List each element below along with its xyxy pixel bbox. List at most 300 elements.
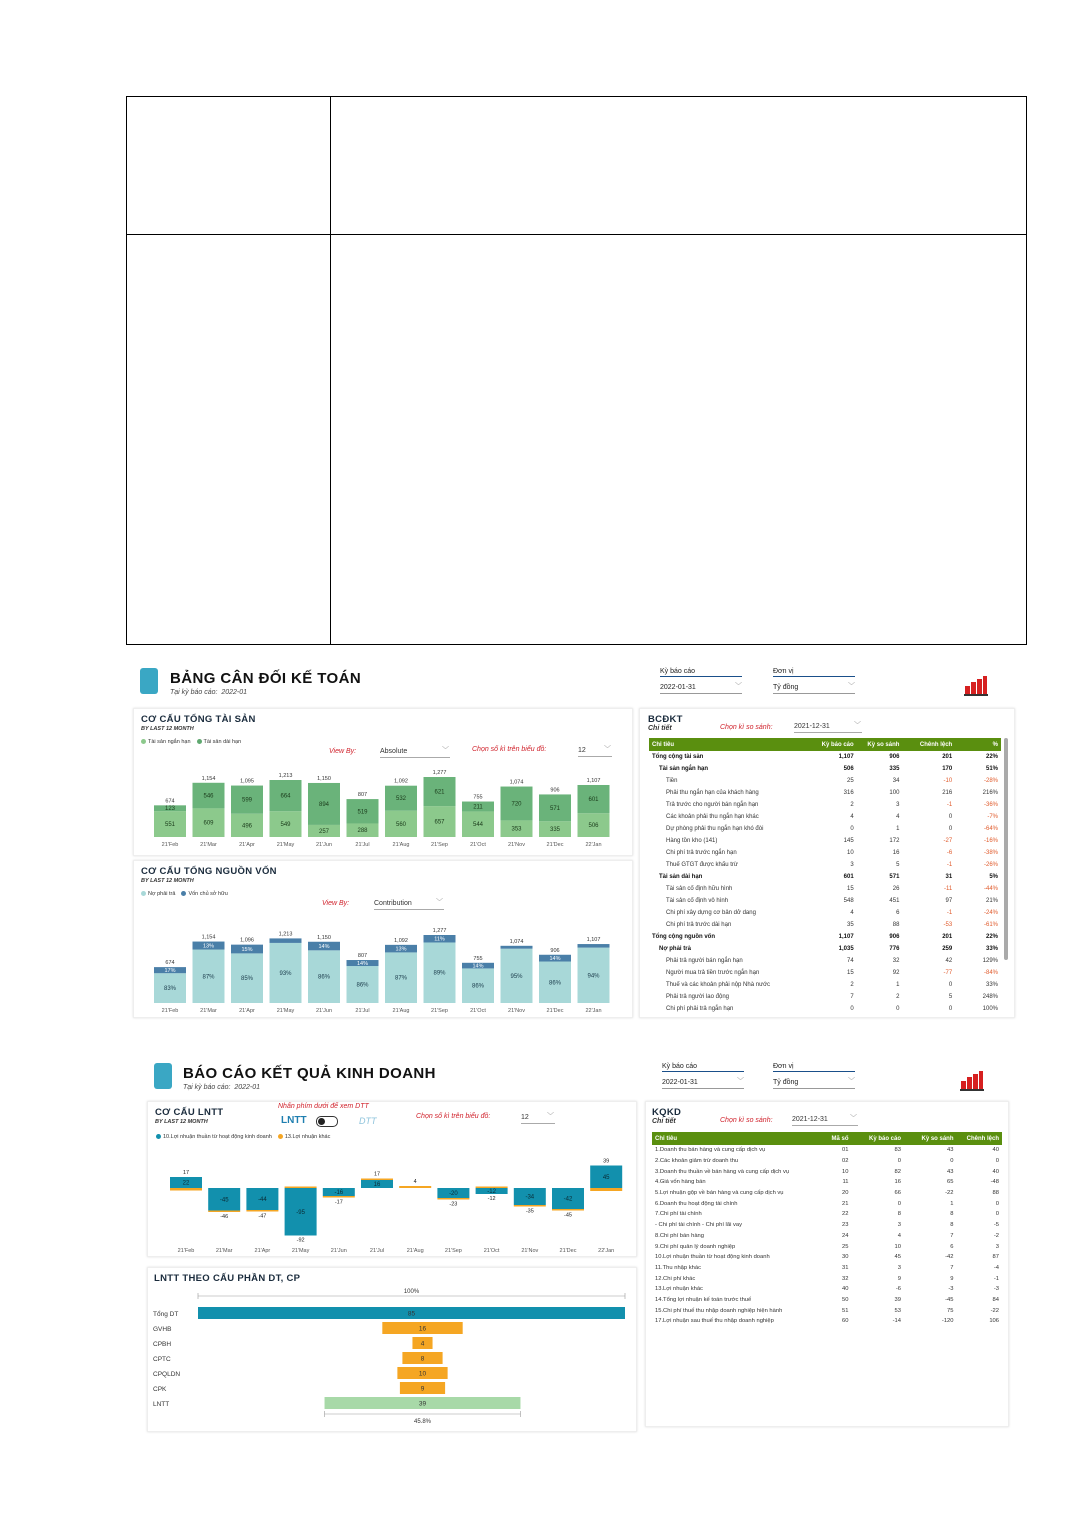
table-row[interactable] (652, 1177, 1002, 1188)
months-count-select[interactable]: 12 ﹀ (521, 1113, 555, 1124)
months-count-select[interactable]: 12 ﹀ (578, 746, 612, 757)
table-row[interactable] (649, 775, 1001, 787)
table-row[interactable] (649, 931, 1001, 943)
table-cell: 15 (846, 970, 854, 976)
data-label: 560 (395, 821, 407, 828)
table-row[interactable] (649, 907, 1001, 919)
table-cell: 201 (942, 754, 953, 760)
column-header[interactable]: Chỉ tiêu (649, 738, 811, 751)
table-cell: 33% (985, 946, 998, 952)
column-header[interactable]: Kỳ so sánh (857, 738, 903, 751)
table-cell: 66 (894, 1190, 901, 1197)
legend-item: 13.Lợi nhuận khác (278, 1134, 331, 1140)
table-cell: Thuế GTGT được khấu trừ (666, 862, 738, 868)
table-row[interactable] (652, 1305, 1002, 1316)
x-tick-label: 22'Jan (585, 1008, 602, 1014)
table-row[interactable] (652, 1273, 1002, 1284)
months-count-label: Chọn số kì trên biểu đồ: (472, 746, 547, 753)
x-tick-label: 21'Oct (470, 842, 486, 848)
table-cell: 6 (950, 1243, 954, 1250)
table-cell: 40 (992, 1168, 999, 1175)
table-row[interactable] (649, 979, 1001, 991)
period-filter[interactable] (662, 1063, 744, 1089)
table-cell: Người mua trả tiền trước ngắn hạn (666, 970, 760, 976)
table-cell: 02 (842, 1158, 849, 1165)
table-cell: Nợ phải trả (659, 946, 691, 952)
chevron-down-icon: ﹀ (848, 683, 855, 690)
data-label: 8 (420, 1355, 425, 1363)
x-tick-label: 21'Sep (431, 842, 448, 848)
total-label: 1,092 (394, 778, 408, 785)
data-label: 86% (471, 983, 485, 990)
data-label: 13% (395, 946, 407, 953)
table-cell: 31 (842, 1264, 849, 1271)
total-label: 39 (603, 1158, 610, 1165)
table-cell: -14 (892, 1318, 901, 1325)
bar-other-profit (246, 1210, 278, 1212)
table-cell: 6.Doanh thu hoạt động tài chính (655, 1200, 738, 1207)
table-cell: -53 (943, 922, 953, 928)
data-label: 14% (472, 963, 484, 970)
table-cell: 7 (850, 994, 854, 1000)
table-cell: 5 (896, 862, 900, 868)
table-cell: 4 (896, 814, 900, 820)
table-cell: 0 (995, 1200, 999, 1207)
table-row[interactable] (649, 943, 1001, 955)
table-row[interactable] (652, 1284, 1002, 1295)
kqkd-panel (645, 1101, 1009, 1427)
data-label: 257 (318, 828, 330, 835)
legend-dot-icon (156, 1134, 161, 1139)
category-label: Tổng DT (153, 1311, 179, 1318)
months-count-label: Chọn số kì trên biểu đồ: (416, 1113, 491, 1120)
table-cell: 10 (842, 1168, 849, 1175)
table-cell: Chi phí trả trước ngắn hạn (666, 850, 737, 856)
data-label: 86% (548, 980, 562, 987)
table-cell: 21 (842, 1200, 849, 1207)
total-label: 1,074 (509, 938, 524, 945)
table-cell: 22% (985, 934, 998, 940)
viewby-select[interactable]: Contribution ﹀ (374, 899, 444, 910)
chevron-down-icon: ﹀ (850, 1115, 857, 1122)
lntt-chart-subtitle: BY LAST 12 MONTH (155, 1119, 208, 1125)
column-header[interactable]: Kỳ báo cáo (811, 738, 857, 751)
total-label: 906 (550, 787, 560, 794)
kqkd-title: KQKD (652, 1107, 682, 1118)
data-label: -45 (219, 1197, 229, 1204)
table-row[interactable] (649, 811, 1001, 823)
table-cell: -61% (983, 922, 998, 928)
table-cell: Các khoản phải thu ngắn hạn khác (666, 814, 759, 820)
assets-chart-title: CƠ CẤU TỔNG TÀI SẢN (141, 714, 256, 725)
data-label: 720 (511, 801, 522, 808)
category-label: CPQLDN (153, 1371, 181, 1378)
table-row-divider (127, 234, 1026, 235)
table-cell: 0 (850, 1006, 854, 1012)
data-label: 549 (280, 822, 291, 829)
unit-filter-label: Đơn vị (773, 668, 855, 677)
total-label: 1,095 (240, 778, 254, 785)
table-cell: Hàng tồn kho (141) (666, 838, 718, 844)
table-cell: 0 (995, 1158, 999, 1165)
table-row[interactable] (652, 1316, 1002, 1327)
data-label: 123 (164, 806, 176, 813)
table-cell: 87 (992, 1254, 999, 1261)
table-cell: 25 (842, 1243, 849, 1250)
waterfall-title: LNTT THEO CẤU PHẦN DT, CP (154, 1273, 301, 1284)
table-cell: 776 (889, 946, 900, 952)
table-cell: 22% (985, 754, 998, 760)
x-tick-label: 21'Jul (369, 1248, 385, 1254)
table-cell: 7 (950, 1232, 954, 1239)
unit-filter[interactable] (773, 668, 855, 694)
column-header[interactable]: % (955, 738, 1001, 751)
viewby-label: View By: (322, 900, 350, 907)
table-cell: 42 (945, 958, 953, 964)
column-header[interactable]: Kỳ so sánh (904, 1132, 957, 1145)
period-select[interactable]: 2022-01-31 ﹀ (662, 1078, 744, 1089)
data-label: 571 (549, 805, 561, 812)
legend-item: 10.Lợi nhuận thuần từ hoạt động kinh doanh (156, 1134, 272, 1140)
data-label: -42 (563, 1196, 573, 1203)
lntt-waterfall-chart (148, 1284, 636, 1431)
total-label: 807 (357, 792, 368, 799)
table-cell: 3 (897, 1264, 901, 1271)
table-cell: 60 (842, 1318, 849, 1325)
title-accent-block (140, 668, 158, 694)
table-cell: -3 (948, 1286, 954, 1293)
table-cell: 259 (942, 946, 953, 952)
table-cell: 50 (842, 1296, 849, 1303)
table-row[interactable] (652, 1252, 1002, 1263)
table-cell: 45 (894, 1254, 901, 1261)
table-row[interactable] (652, 1198, 1002, 1209)
table-cell: 0 (948, 982, 953, 988)
table-cell: Tài sản cố định hữu hình (666, 886, 733, 892)
table-cell: 9 (897, 1275, 901, 1282)
table-cell: 506 (843, 766, 854, 772)
table-cell: 1,035 (838, 946, 854, 952)
total-label: 1,150 (317, 775, 331, 782)
table-row[interactable] (649, 763, 1001, 775)
total-label: 906 (550, 947, 560, 954)
column-header[interactable]: Mã số (817, 1132, 852, 1145)
table-cell: Chi phí trả trước dài hạn (666, 922, 732, 928)
x-tick-label: 21'Aug (406, 1248, 424, 1254)
table-cell: -120 (941, 1318, 954, 1325)
table-cell: 0 (897, 1158, 901, 1165)
data-label: 335 (549, 827, 561, 834)
table-cell: 248% (982, 994, 998, 1000)
table-cell: 7 (950, 1264, 954, 1271)
table-row[interactable] (649, 871, 1001, 883)
table-row[interactable] (652, 1156, 1002, 1167)
toggle-left-label: LNTT (281, 1115, 307, 1126)
table-row[interactable] (649, 967, 1001, 979)
table-row[interactable] (652, 1295, 1002, 1306)
table-cell: 335 (889, 766, 900, 772)
column-header[interactable]: Kỳ báo cáo (852, 1132, 905, 1145)
table-row[interactable] (649, 835, 1001, 847)
data-label: -16 (334, 1190, 344, 1196)
table-row[interactable] (649, 859, 1001, 871)
table-cell: 40 (992, 1147, 999, 1154)
x-tick-label: 21'Oct (483, 1248, 500, 1254)
total-label: -92 (296, 1237, 305, 1244)
total-label: 674 (165, 960, 175, 967)
bar-other-profit (437, 1198, 469, 1200)
table-cell: 0 (995, 1211, 999, 1218)
table-cell: 8 (897, 1211, 901, 1218)
assets-legend (141, 739, 241, 745)
table-row[interactable] (649, 847, 1001, 859)
x-tick-label: 21'Mar (200, 842, 217, 848)
table-cell: 100 (889, 790, 900, 796)
column-header[interactable]: Chỉ tiêu (652, 1132, 817, 1145)
compare-period-select[interactable]: 2021-12-31 ﹀ (792, 1115, 858, 1126)
chevron-down-icon: ﹀ (735, 683, 742, 690)
table-cell: 20 (842, 1190, 849, 1197)
data-label: -44 (258, 1197, 267, 1203)
x-tick-label: 21'Jun (315, 1008, 333, 1014)
table-scrollbar[interactable] (1004, 738, 1008, 960)
table-cell: 0 (896, 1006, 900, 1012)
table-cell: 145 (843, 838, 854, 844)
table-header-row (652, 1132, 1002, 1145)
total-label: -35 (525, 1208, 534, 1215)
table-cell: 34 (892, 778, 900, 784)
table-cell: Dự phòng phải thu ngắn hạn khó đòi (666, 826, 764, 832)
lntt-chart-title: CƠ CẤU LNTT (155, 1107, 224, 1118)
data-label: 86% (317, 974, 331, 981)
table-cell: 601 (843, 874, 854, 880)
total-label: 4 (413, 1179, 417, 1185)
top-annotation: 100% (403, 1289, 420, 1295)
table-cell: 24 (842, 1232, 849, 1239)
table-cell: 906 (889, 754, 900, 760)
legend-dot-icon (181, 891, 186, 896)
table-cell: -42 (945, 1254, 954, 1261)
bcdkt-table (649, 738, 1001, 1015)
table-cell: 11.Thu nhập khác (655, 1264, 701, 1271)
chevron-down-icon: ﹀ (547, 1113, 554, 1120)
table-cell: 0 (897, 1200, 901, 1207)
total-label: 755 (473, 794, 483, 801)
x-tick-label: 21'May (291, 1248, 310, 1254)
table-cell: 7.Chi phí tài chính (655, 1211, 702, 1218)
table-row[interactable] (649, 751, 1001, 763)
period-filter[interactable] (660, 668, 742, 694)
table-cell: 1.Doanh thu bán hàng và cung cấp dịch vụ (655, 1147, 766, 1154)
table-cell: 1 (896, 826, 900, 832)
column-header[interactable]: Chênh lệch (902, 738, 955, 751)
table-cell: 10 (894, 1243, 901, 1250)
lntt-components-panel (147, 1267, 637, 1432)
bar-other-profit (170, 1188, 202, 1191)
report-period-subtitle: Tại kỳ báo cáo: 2022-01 (170, 689, 248, 696)
bar-other-profit (361, 1179, 393, 1181)
table-cell: 129% (982, 958, 998, 964)
data-label: 22 (182, 1180, 190, 1187)
compare-period-select[interactable]: 2021-12-31 ﹀ (794, 722, 862, 733)
data-label: 496 (241, 823, 253, 830)
legend-item: Tài sản ngắn hạn (141, 739, 191, 745)
data-label: 39 (418, 1400, 427, 1408)
total-label: -46 (220, 1214, 229, 1220)
x-tick-label: 21'Sep (444, 1248, 462, 1254)
table-cell: 216% (982, 790, 998, 796)
table-cell: -6 (895, 1286, 901, 1293)
table-cell: 451 (889, 898, 900, 904)
table-row[interactable] (652, 1220, 1002, 1231)
table-cell: 6 (896, 910, 900, 916)
data-label: 17% (164, 968, 176, 975)
total-label: 1,092 (394, 937, 408, 944)
table-header-row (649, 738, 1001, 751)
x-tick-label: 21'Feb (161, 1008, 179, 1014)
table-cell: 216 (942, 790, 953, 796)
lntt-dtt-toggle[interactable] (316, 1116, 338, 1127)
data-label: 621 (434, 789, 445, 796)
table-row[interactable] (649, 883, 1001, 895)
bar-other-profit (590, 1188, 622, 1191)
table-cell: 13.Lợi nhuận khác (655, 1286, 703, 1293)
kqkd-table (652, 1132, 1002, 1327)
table-row[interactable] (652, 1263, 1002, 1274)
unit-select[interactable]: Tỷ đồng ﹀ (773, 1078, 855, 1089)
data-label: 14% (318, 944, 330, 951)
total-label: 1,150 (317, 934, 331, 941)
table-cell: 14.Tổng lợi nhuận kế toán trước thuế (655, 1296, 752, 1303)
table-row[interactable] (652, 1166, 1002, 1177)
table-cell: 2 (850, 982, 854, 988)
bar-other-profit (399, 1186, 431, 1188)
viewby-select[interactable]: Absolute ﹀ (380, 747, 450, 758)
table-row[interactable] (649, 919, 1001, 931)
x-tick-label: 21'Nov (508, 1008, 525, 1014)
column-header[interactable]: Chênh lệch (957, 1132, 1003, 1145)
x-tick-label: 22'Jan (598, 1248, 615, 1254)
table-row[interactable] (652, 1241, 1002, 1252)
table-cell: -28% (983, 778, 998, 784)
table-cell: 0 (948, 1006, 953, 1012)
bar-other-profit (323, 1196, 355, 1198)
x-tick-label: 21'Dec (546, 842, 564, 848)
total-label: 674 (165, 798, 175, 805)
data-label: 544 (472, 822, 484, 829)
table-cell: 4 (897, 1232, 901, 1239)
table-cell: 11 (842, 1179, 849, 1186)
table-cell: 170 (942, 766, 953, 772)
lntt-stacked-bar-chart (148, 1144, 636, 1256)
x-tick-label: 21'Aug (392, 1008, 410, 1014)
table-cell: -10 (943, 778, 953, 784)
category-label: CPBH (153, 1341, 172, 1348)
page-title: BÁO CÁO KẾT QUẢ KINH DOANH (183, 1065, 436, 1082)
table-row[interactable] (649, 787, 1001, 799)
table-row[interactable] (649, 991, 1001, 1003)
data-label: 551 (164, 822, 176, 829)
data-label: 10 (418, 1370, 427, 1378)
table-cell: 0 (948, 826, 953, 832)
table-row[interactable] (649, 955, 1001, 967)
table-row[interactable] (649, 895, 1001, 907)
table-row[interactable] (649, 823, 1001, 835)
table-cell: -11 (943, 886, 953, 892)
x-tick-label: 21'Jul (355, 1008, 370, 1014)
table-cell: 16 (894, 1179, 901, 1186)
table-row[interactable] (652, 1209, 1002, 1220)
total-label: -23 (449, 1201, 458, 1208)
bcdkt-panel (639, 708, 1015, 1018)
table-row[interactable] (652, 1231, 1002, 1242)
period-select[interactable]: 2022-01-31 ﹀ (660, 683, 742, 694)
table-cell: 9 (950, 1275, 954, 1282)
x-tick-label: 21'Jun (315, 842, 333, 848)
table-cell: 10 (846, 850, 854, 856)
chevron-down-icon: ﹀ (737, 1078, 744, 1085)
table-row[interactable] (652, 1145, 1002, 1156)
unit-select[interactable]: Tỷ đồng ﹀ (773, 683, 855, 694)
table-cell: Tổng cộng tài sản (652, 754, 704, 760)
data-label: 288 (357, 828, 368, 835)
table-cell: 0 (948, 814, 953, 820)
table-cell: 201 (942, 934, 953, 940)
table-cell: 3 (897, 1222, 901, 1229)
data-label: 601 (588, 797, 599, 804)
table-row[interactable] (649, 799, 1001, 811)
chevron-down-icon: ﹀ (442, 747, 449, 754)
chevron-down-icon: ﹀ (604, 746, 611, 753)
legend-dot-icon (141, 739, 146, 744)
data-label: 546 (203, 793, 214, 800)
data-label: 11% (434, 936, 445, 943)
table-cell: 75 (947, 1307, 954, 1314)
data-label: 14% (356, 961, 369, 968)
table-cell: 33% (985, 982, 998, 988)
total-label: 1,154 (201, 934, 216, 941)
chevron-down-icon: ﹀ (848, 1078, 855, 1085)
table-cell: -22 (990, 1307, 999, 1314)
table-cell: 1 (950, 1200, 954, 1207)
x-tick-label: 21'Nov (508, 842, 525, 848)
table-cell: 1,107 (838, 934, 854, 940)
table-cell: 22 (842, 1211, 849, 1218)
total-label: 1,096 (240, 937, 254, 944)
capital-stacked-bar-chart (134, 913, 632, 1017)
legend-item: Vốn chủ sở hữu (181, 891, 227, 897)
table-cell: -45 (945, 1296, 954, 1303)
table-cell: -6 (946, 850, 953, 856)
table-cell: -64% (983, 826, 998, 832)
table-row[interactable] (652, 1188, 1002, 1199)
capital-structure-panel (133, 860, 633, 1018)
data-label: 87% (202, 974, 215, 981)
unit-filter[interactable] (773, 1063, 855, 1089)
table-row[interactable] (649, 1003, 1001, 1015)
x-tick-label: 21'Apr (254, 1248, 271, 1254)
capital-legend (141, 891, 228, 897)
x-tick-label: 21'May (276, 1008, 295, 1014)
kqkd-subtitle: Chi tiết (652, 1118, 676, 1125)
x-tick-label: 21'Feb (177, 1248, 195, 1254)
x-tick-label: 21'Feb (161, 842, 179, 848)
table-cell: -36% (983, 802, 998, 808)
table-cell: 43 (947, 1147, 954, 1154)
total-label: -17 (334, 1199, 343, 1206)
balance-sheet-dashboard (133, 660, 1015, 1018)
category-label: CPTC (153, 1356, 171, 1363)
